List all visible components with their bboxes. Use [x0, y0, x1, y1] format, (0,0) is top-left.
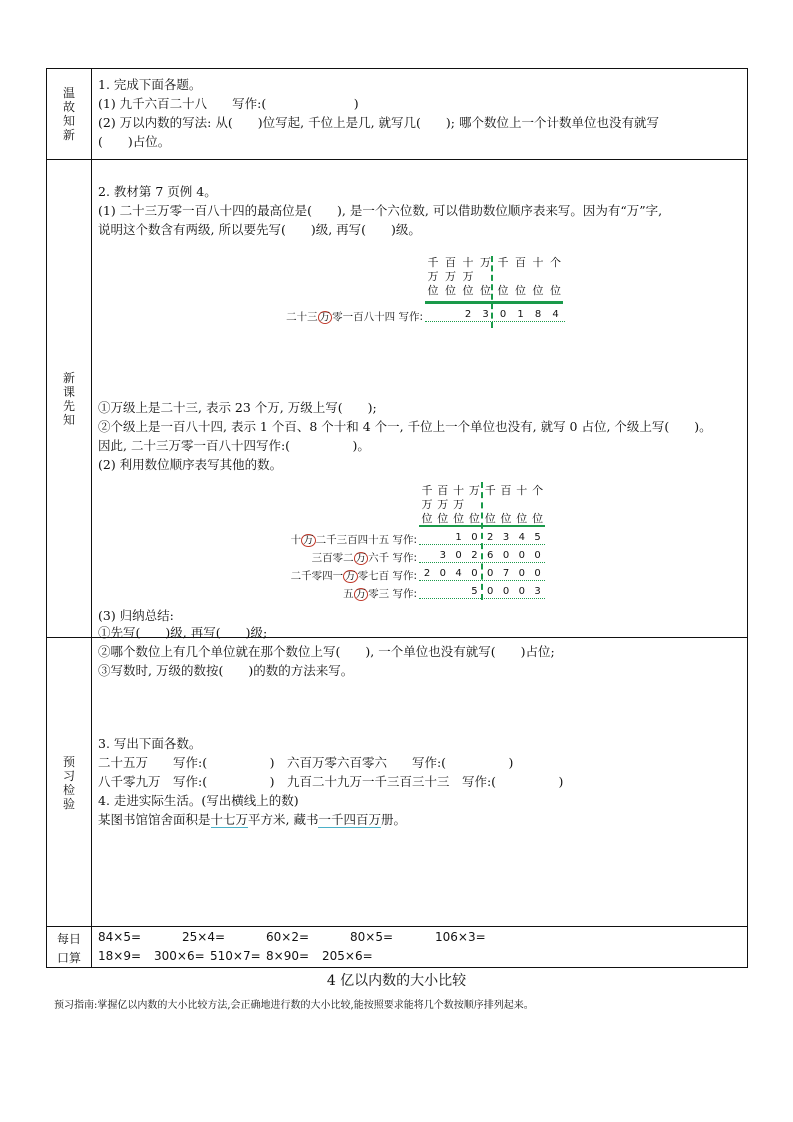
digit: 0 — [518, 568, 525, 579]
text-line: ②哪个数位上有几个单位就在那个数位上写( ), 一个单位也没有就写( )占位; — [98, 644, 555, 659]
digit: 3 — [534, 586, 541, 597]
digit: 5 — [534, 532, 541, 543]
place-header: 十 位 — [532, 256, 544, 297]
digit: 2 — [487, 532, 494, 543]
digit: 0 — [518, 550, 525, 561]
text-line: 二十五万 写作:( ) 六百万零六百零六 写作:( ) — [98, 755, 514, 770]
write-line — [419, 562, 545, 563]
circled-wan: 万 — [345, 570, 356, 582]
label-daily-mental-math: 每日 口算 — [56, 931, 81, 965]
place-header: 十 万 位 — [462, 256, 474, 297]
text-line: 1. 完成下面各题。 — [98, 77, 202, 92]
number-words: 二十三 万 零一百八十四 写作: — [286, 311, 423, 323]
label-review: 温 故 知 新 — [62, 86, 75, 142]
place-header: 百 位 — [515, 256, 526, 297]
digit: 2 — [423, 568, 431, 579]
text-line: (2) 利用数位顺序表写其他的数。 — [98, 457, 283, 472]
circled-wan: 万 — [355, 588, 367, 600]
place-value-chart-2 — [47, 160, 749, 638]
number-words: 五 万 零三 写作: — [343, 588, 417, 600]
place-header: 百 万 位 — [437, 484, 449, 525]
digit: 0 — [471, 532, 478, 543]
digit: 7 — [502, 568, 510, 579]
number-words: 三百零二 万 六千 写作: — [311, 552, 417, 564]
digit: 0 — [518, 586, 525, 597]
text-line-underlined: 某图书馆馆舍面积是十七万平方米, 藏书一千四百万册。 — [98, 812, 407, 827]
text-line: (2) 万以内数的写法: 从( )位写起, 千位上是几, 就写几( ); 哪个数位上一个计数单位也没有就写 — [98, 115, 659, 130]
text-line: 2. 教材第 7 页例 4。 — [98, 184, 217, 199]
write-line — [419, 598, 545, 599]
text-line: ③写数时, 万级的数按( )的数的方法来写。 — [98, 663, 354, 678]
text-line: (3) 归纳总结: — [98, 608, 174, 623]
digit: 0 — [502, 586, 510, 597]
place-header: 千 位 — [484, 484, 496, 525]
circled-wan: 万 — [319, 311, 331, 323]
text-line: (1) 九千六百二十八 写作:( ) — [98, 96, 359, 111]
worksheet-table — [46, 68, 748, 968]
text-line: 3. 写出下面各数。 — [98, 736, 202, 751]
write-line — [419, 544, 545, 545]
place-header: 十 万 位 — [453, 484, 465, 525]
place-header: 千 万 位 — [427, 256, 439, 297]
preview-content — [98, 734, 741, 829]
digit: 0 — [534, 568, 541, 579]
number-words: 十 万 二千三百四十五 写作: — [290, 534, 417, 546]
digit: 1 — [517, 309, 524, 320]
text-line: 因此, 二十三万零一百八十四写作:( )。 — [98, 438, 370, 453]
text-line: (1) 二十三万零一百八十四的最高位是( ), 是一个六位数, 可以借助数位顺序表来写。因为有“万”字, — [98, 203, 663, 218]
place-header: 个 位 — [532, 484, 544, 525]
digit: 6 — [487, 550, 494, 561]
section-daily-mental-math: 每日 口算 84×5= 25×4= 60×2= 80×5= 106×3= 18×9= 300×6= 510×7= 8×90= 205×6= — [47, 926, 747, 970]
review-content — [98, 75, 741, 151]
place-header: 十 位 — [516, 484, 528, 525]
digit: 0 — [502, 550, 510, 561]
label-preview-check: 预 习 检 验 — [62, 754, 75, 811]
digit: 0 — [534, 550, 541, 561]
place-header: 百 万 位 — [445, 256, 456, 297]
write-line — [419, 580, 545, 581]
circled-wan: 万 — [355, 552, 367, 564]
preview-guide: 预习指南:掌握亿以内数的大小比较方法,会正确地进行数的大小比较,能按照要求能将几个数按顺序排列起来。 — [54, 1000, 534, 1011]
underlined-number-1: 十七万 — [210, 812, 249, 827]
digit: 1 — [455, 532, 462, 543]
digit: 2 — [471, 550, 478, 561]
text-line: ①先写( )级, 再写( )级; — [98, 625, 268, 640]
section-preview-check — [47, 637, 747, 927]
place-header: 万 位 — [468, 484, 480, 525]
section-review — [47, 69, 747, 159]
digit: 0 — [471, 568, 478, 579]
place-header: 万 位 — [480, 256, 491, 297]
digit: 0 — [455, 550, 462, 561]
digit: 4 — [518, 532, 525, 543]
digit: 0 — [487, 568, 494, 579]
digit: 0 — [487, 586, 494, 597]
section-new-lesson — [47, 159, 747, 638]
place-header: 千 万 位 — [421, 484, 433, 525]
digit: 8 — [534, 309, 542, 320]
digit: 4 — [552, 309, 559, 320]
digit: 3 — [439, 550, 446, 561]
digit: 0 — [499, 309, 507, 320]
digit: 4 — [455, 568, 462, 579]
digit: 3 — [502, 532, 510, 543]
place-header: 百 位 — [500, 484, 512, 525]
place-header: 千 位 — [497, 256, 509, 297]
digit: 2 — [464, 309, 472, 320]
text-line: ①万级上是二十三, 表示 23 个万, 万级上写( ); — [98, 400, 377, 415]
label-new-lesson: 新 课 先 知 — [62, 371, 75, 427]
next-lesson-title: 4 亿以内数的大小比较 — [326, 973, 467, 989]
text-line: 4. 走进实际生活。(写出横线上的数) — [98, 793, 299, 808]
text-line: 八千零九万 写作:( ) 九百二十九万一千三百三十三 写作:( ) — [98, 774, 564, 789]
underlined-number-2: 一千四百万 — [318, 812, 381, 827]
place-header: 个 位 — [550, 256, 561, 297]
text-line: ( )占位。 — [98, 134, 171, 149]
digit: 0 — [439, 568, 446, 579]
text-line: 说明这个数含有两级, 所以要先写( )级, 再写( )级。 — [98, 222, 421, 237]
number-words: 二千零四一 万 零七百 写作: — [290, 570, 417, 582]
circled-wan: 万 — [303, 534, 314, 546]
digit: 3 — [482, 309, 489, 320]
digit: 5 — [471, 586, 478, 597]
text-line: ②个级上是一百八十四, 表示 1 个百、8 个十和 4 个一, 千位上一个单位也没有, 就写 0 占位, 个级上写( )。 — [98, 419, 712, 434]
